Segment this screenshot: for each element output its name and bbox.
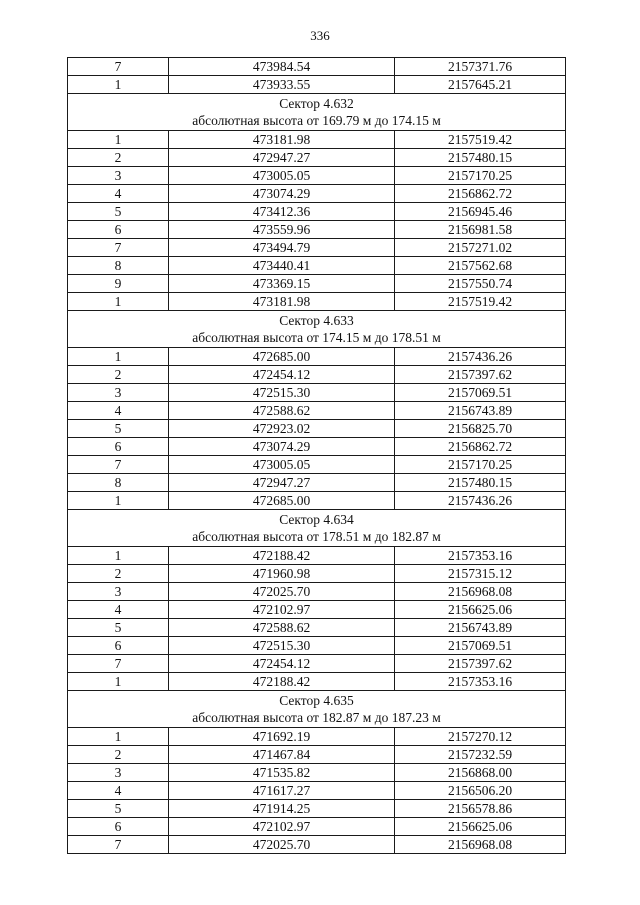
sector-header xyxy=(68,691,566,728)
point-number-cell: 1 xyxy=(68,673,169,691)
x-coordinate-cell: 472947.27 xyxy=(169,474,395,492)
y-coordinate-cell: 2156945.46 xyxy=(395,203,566,221)
sector-header-row xyxy=(68,691,566,728)
x-coordinate-cell: 473074.29 xyxy=(169,185,395,203)
x-coordinate-cell: 472685.00 xyxy=(169,492,395,510)
table-row xyxy=(68,167,566,185)
point-number-cell: 3 xyxy=(68,583,169,601)
x-coordinate-cell: 471692.19 xyxy=(169,728,395,746)
x-coordinate-cell: 473494.79 xyxy=(169,239,395,257)
table-row xyxy=(68,746,566,764)
x-coordinate-cell: 472188.42 xyxy=(169,673,395,691)
table-row xyxy=(68,800,566,818)
sector-header xyxy=(68,311,566,348)
y-coordinate-cell: 2157353.16 xyxy=(395,547,566,565)
x-coordinate-cell: 471914.25 xyxy=(169,800,395,818)
table-row xyxy=(68,185,566,203)
sector-title: Сектор 4.633 xyxy=(279,313,354,328)
table-row xyxy=(68,76,566,94)
table-row xyxy=(68,836,566,854)
y-coordinate-cell: 2156625.06 xyxy=(395,601,566,619)
x-coordinate-cell: 472947.27 xyxy=(169,149,395,167)
point-number-cell: 3 xyxy=(68,764,169,782)
table-row xyxy=(68,637,566,655)
table-row xyxy=(68,366,566,384)
point-number-cell: 1 xyxy=(68,492,169,510)
y-coordinate-cell: 2156981.58 xyxy=(395,221,566,239)
table-row xyxy=(68,474,566,492)
y-coordinate-cell: 2157170.25 xyxy=(395,167,566,185)
y-coordinate-cell: 2157436.26 xyxy=(395,492,566,510)
point-number-cell: 7 xyxy=(68,655,169,673)
x-coordinate-cell: 472515.30 xyxy=(169,637,395,655)
x-coordinate-cell: 472188.42 xyxy=(169,547,395,565)
table-row xyxy=(68,402,566,420)
point-number-cell: 7 xyxy=(68,836,169,854)
sector-header xyxy=(68,510,566,547)
point-number-cell: 4 xyxy=(68,185,169,203)
table-row xyxy=(68,818,566,836)
point-number-cell: 1 xyxy=(68,547,169,565)
y-coordinate-cell: 2156743.89 xyxy=(395,619,566,637)
y-coordinate-cell: 2157232.59 xyxy=(395,746,566,764)
table-row xyxy=(68,601,566,619)
x-coordinate-cell: 473181.98 xyxy=(169,293,395,311)
sector-title: Сектор 4.632 xyxy=(279,96,354,111)
table-row xyxy=(68,348,566,366)
x-coordinate-cell: 473369.15 xyxy=(169,275,395,293)
y-coordinate-cell: 2156625.06 xyxy=(395,818,566,836)
table-row xyxy=(68,203,566,221)
table-row xyxy=(68,456,566,474)
y-coordinate-cell: 2157069.51 xyxy=(395,637,566,655)
point-number-cell: 3 xyxy=(68,167,169,185)
page-number: 336 xyxy=(310,28,330,43)
table-row xyxy=(68,655,566,673)
table-row xyxy=(68,492,566,510)
table-row xyxy=(68,764,566,782)
x-coordinate-cell: 472454.12 xyxy=(169,366,395,384)
sector-header xyxy=(68,94,566,131)
y-coordinate-cell: 2157371.76 xyxy=(395,58,566,76)
y-coordinate-cell: 2156825.70 xyxy=(395,420,566,438)
table-row xyxy=(68,275,566,293)
sector-header-row xyxy=(68,94,566,131)
point-number-cell: 6 xyxy=(68,221,169,239)
sector-title: Сектор 4.635 xyxy=(279,693,354,708)
table-row xyxy=(68,149,566,167)
table-row xyxy=(68,420,566,438)
y-coordinate-cell: 2157519.42 xyxy=(395,293,566,311)
x-coordinate-cell: 472025.70 xyxy=(169,836,395,854)
x-coordinate-cell: 473181.98 xyxy=(169,131,395,149)
coordinates-table xyxy=(67,57,566,854)
y-coordinate-cell: 2157550.74 xyxy=(395,275,566,293)
point-number-cell: 2 xyxy=(68,565,169,583)
x-coordinate-cell: 473074.29 xyxy=(169,438,395,456)
y-coordinate-cell: 2157069.51 xyxy=(395,384,566,402)
y-coordinate-cell: 2157270.12 xyxy=(395,728,566,746)
y-coordinate-cell: 2157353.16 xyxy=(395,673,566,691)
y-coordinate-cell: 2157480.15 xyxy=(395,149,566,167)
point-number-cell: 2 xyxy=(68,149,169,167)
y-coordinate-cell: 2157562.68 xyxy=(395,257,566,275)
table-row xyxy=(68,384,566,402)
point-number-cell: 7 xyxy=(68,239,169,257)
point-number-cell: 6 xyxy=(68,438,169,456)
y-coordinate-cell: 2156968.08 xyxy=(395,583,566,601)
sector-header-row xyxy=(68,510,566,547)
x-coordinate-cell: 471535.82 xyxy=(169,764,395,782)
point-number-cell: 1 xyxy=(68,76,169,94)
sector-altitude: абсолютная высота от 169.79 м до 174.15 м xyxy=(192,113,441,128)
x-coordinate-cell: 471467.84 xyxy=(169,746,395,764)
point-number-cell: 4 xyxy=(68,782,169,800)
x-coordinate-cell: 472102.97 xyxy=(169,818,395,836)
x-coordinate-cell: 472588.62 xyxy=(169,619,395,637)
sector-altitude: абсолютная высота от 174.15 м до 178.51 м xyxy=(192,330,441,345)
point-number-cell: 9 xyxy=(68,275,169,293)
x-coordinate-cell: 473005.05 xyxy=(169,167,395,185)
x-coordinate-cell: 473005.05 xyxy=(169,456,395,474)
x-coordinate-cell: 473559.96 xyxy=(169,221,395,239)
table-row xyxy=(68,673,566,691)
point-number-cell: 7 xyxy=(68,58,169,76)
table-row xyxy=(68,438,566,456)
x-coordinate-cell: 473933.55 xyxy=(169,76,395,94)
point-number-cell: 8 xyxy=(68,474,169,492)
table-row xyxy=(68,728,566,746)
x-coordinate-cell: 473440.41 xyxy=(169,257,395,275)
sector-altitude: абсолютная высота от 182.87 м до 187.23 м xyxy=(192,710,441,725)
x-coordinate-cell: 472025.70 xyxy=(169,583,395,601)
y-coordinate-cell: 2156868.00 xyxy=(395,764,566,782)
y-coordinate-cell: 2156743.89 xyxy=(395,402,566,420)
y-coordinate-cell: 2156862.72 xyxy=(395,438,566,456)
point-number-cell: 3 xyxy=(68,384,169,402)
y-coordinate-cell: 2157397.62 xyxy=(395,366,566,384)
table-row xyxy=(68,58,566,76)
point-number-cell: 5 xyxy=(68,800,169,818)
point-number-cell: 2 xyxy=(68,746,169,764)
y-coordinate-cell: 2157170.25 xyxy=(395,456,566,474)
x-coordinate-cell: 473412.36 xyxy=(169,203,395,221)
x-coordinate-cell: 472923.02 xyxy=(169,420,395,438)
table-row xyxy=(68,583,566,601)
y-coordinate-cell: 2157645.21 xyxy=(395,76,566,94)
point-number-cell: 2 xyxy=(68,366,169,384)
y-coordinate-cell: 2157519.42 xyxy=(395,131,566,149)
x-coordinate-cell: 473984.54 xyxy=(169,58,395,76)
y-coordinate-cell: 2157436.26 xyxy=(395,348,566,366)
point-number-cell: 4 xyxy=(68,402,169,420)
table-row xyxy=(68,293,566,311)
x-coordinate-cell: 472515.30 xyxy=(169,384,395,402)
y-coordinate-cell: 2156862.72 xyxy=(395,185,566,203)
table-row xyxy=(68,257,566,275)
y-coordinate-cell: 2156578.86 xyxy=(395,800,566,818)
table-row xyxy=(68,565,566,583)
x-coordinate-cell: 472685.00 xyxy=(169,348,395,366)
point-number-cell: 8 xyxy=(68,257,169,275)
point-number-cell: 1 xyxy=(68,348,169,366)
x-coordinate-cell: 471617.27 xyxy=(169,782,395,800)
y-coordinate-cell: 2157397.62 xyxy=(395,655,566,673)
point-number-cell: 4 xyxy=(68,601,169,619)
y-coordinate-cell: 2156968.08 xyxy=(395,836,566,854)
point-number-cell: 1 xyxy=(68,728,169,746)
table-row xyxy=(68,221,566,239)
point-number-cell: 7 xyxy=(68,456,169,474)
y-coordinate-cell: 2157315.12 xyxy=(395,565,566,583)
point-number-cell: 6 xyxy=(68,637,169,655)
table-row xyxy=(68,239,566,257)
y-coordinate-cell: 2157271.02 xyxy=(395,239,566,257)
x-coordinate-cell: 472102.97 xyxy=(169,601,395,619)
x-coordinate-cell: 471960.98 xyxy=(169,565,395,583)
sector-header-row xyxy=(68,311,566,348)
y-coordinate-cell: 2156506.20 xyxy=(395,782,566,800)
sector-altitude: абсолютная высота от 178.51 м до 182.87 м xyxy=(192,529,441,544)
table-row xyxy=(68,547,566,565)
point-number-cell: 1 xyxy=(68,293,169,311)
sector-title: Сектор 4.634 xyxy=(279,512,354,527)
table-row xyxy=(68,131,566,149)
point-number-cell: 6 xyxy=(68,818,169,836)
x-coordinate-cell: 472454.12 xyxy=(169,655,395,673)
point-number-cell: 5 xyxy=(68,203,169,221)
point-number-cell: 5 xyxy=(68,619,169,637)
table-row xyxy=(68,619,566,637)
point-number-cell: 1 xyxy=(68,131,169,149)
table-row xyxy=(68,782,566,800)
y-coordinate-cell: 2157480.15 xyxy=(395,474,566,492)
x-coordinate-cell: 472588.62 xyxy=(169,402,395,420)
point-number-cell: 5 xyxy=(68,420,169,438)
coordinates-table-body xyxy=(68,58,566,854)
